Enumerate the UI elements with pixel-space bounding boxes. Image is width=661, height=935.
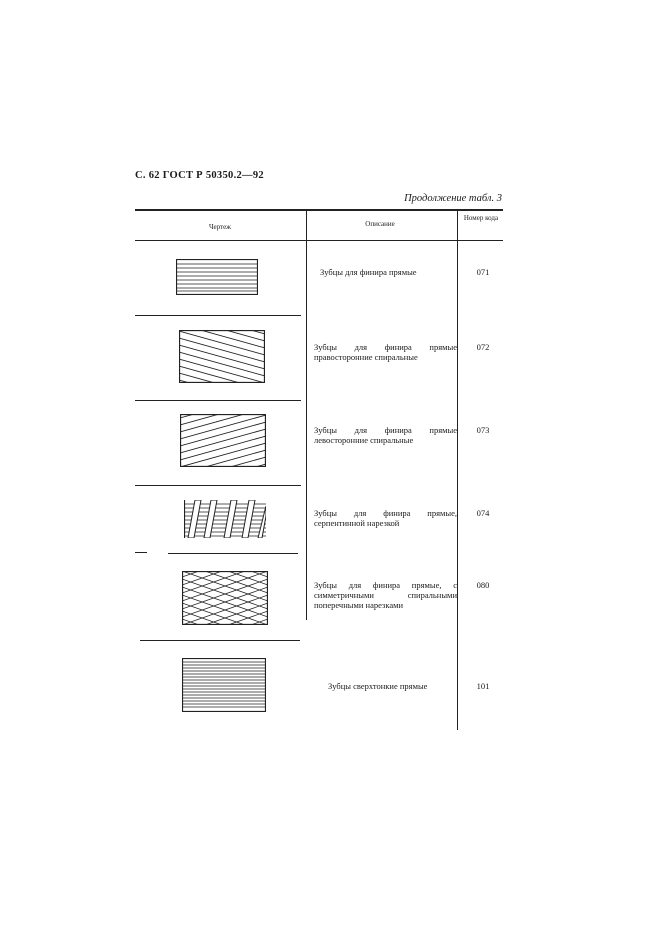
table-continuation-label: Продолжение табл. 3 [404,193,502,204]
row-code: 080 [476,580,490,590]
superfine-teeth-drawing-icon [182,658,266,712]
straight-teeth-drawing-icon [176,259,258,295]
column-divider-2 [457,209,458,730]
column-header-code: Номер кода [463,214,499,222]
row-description: Зубцы для финира прямые, серпентинной нарезкой [314,508,457,528]
row-description: Зубцы сверхтонкие прямые [328,681,428,691]
left-spiral-teeth-drawing-icon [180,414,266,467]
column-header-drawing: Чертеж [208,223,232,231]
row-code: 072 [476,342,490,352]
row-divider [135,315,301,316]
row-code: 074 [476,508,490,518]
column-header-description: Описание [365,220,395,228]
row-divider [135,400,301,401]
row-description: Зубцы для финира прямые левосторонние спиральные [314,425,457,445]
table-top-rule [135,209,503,211]
row-code: 101 [476,681,490,691]
row-divider [168,553,298,554]
table-header-rule [135,240,503,241]
symmetric-spiral-teeth-drawing-icon [182,571,268,625]
row-description: Зубцы для финира прямые, с симметричными спиральными поперечными нарезками [314,580,457,610]
row-description: Зубцы для финира прямые [320,267,417,277]
row-divider [140,640,300,641]
row-code: 071 [476,267,490,277]
serpentine-teeth-drawing-icon [184,500,266,538]
right-spiral-teeth-drawing-icon [179,330,265,383]
row-description: Зубцы для финира прямые правосторонние спиральные [314,342,457,362]
row-divider [135,552,147,553]
column-divider-1 [306,209,307,620]
row-divider [135,485,301,486]
page-header: С. 62 ГОСТ Р 50350.2—92 [135,170,264,181]
row-code: 073 [476,425,490,435]
